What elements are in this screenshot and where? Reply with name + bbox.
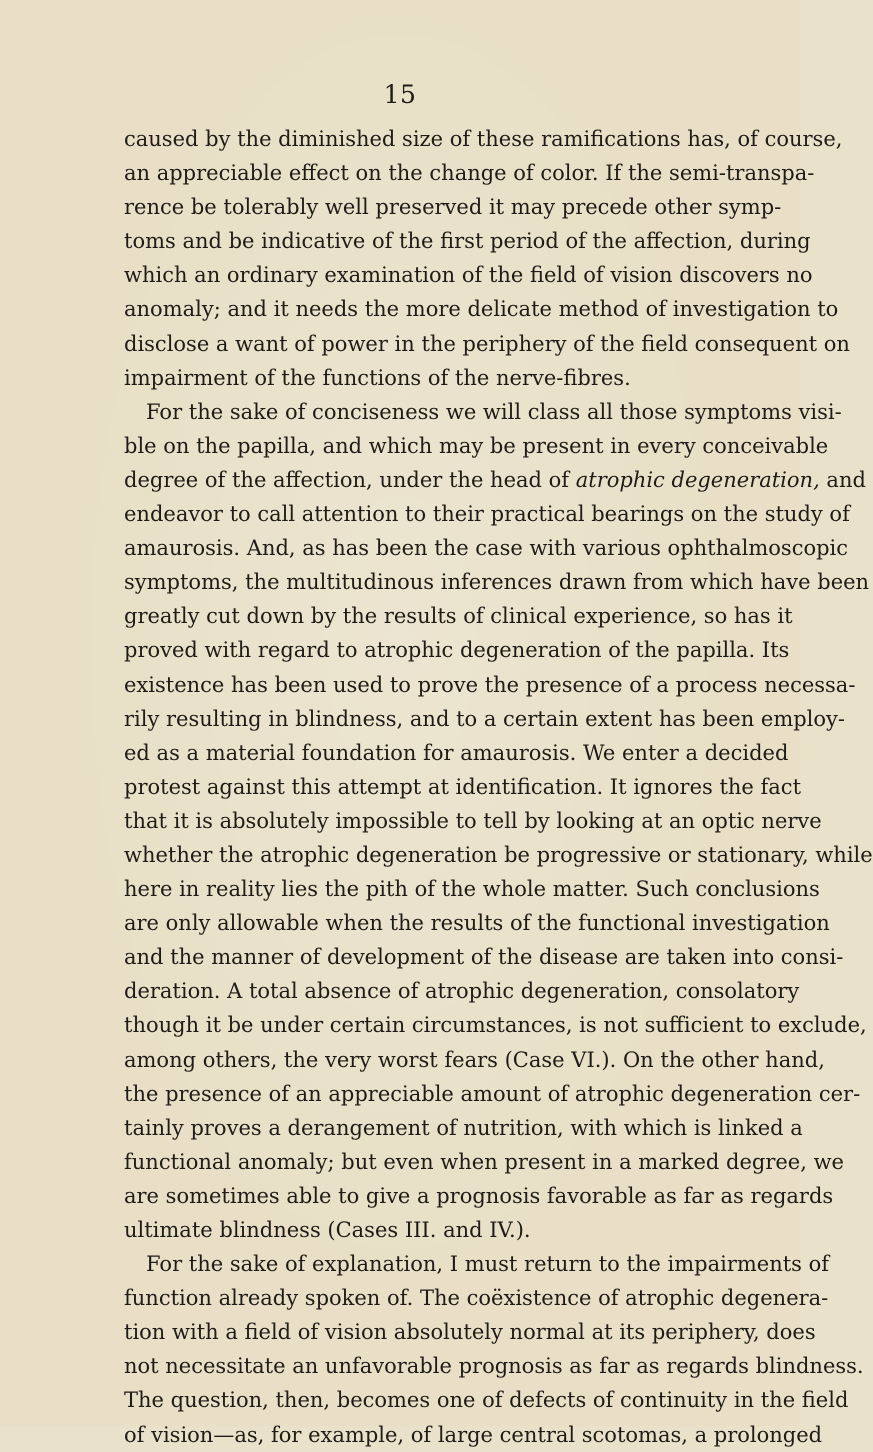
- text-line: The question, then, becomes one of defects of continuity in the field: [124, 1388, 849, 1413]
- text-line: though it be under certain circumstances, is not sufficient to exclude,: [124, 1013, 867, 1038]
- text-line: are sometimes able to give a prognosis favorable as far as regards: [124, 1183, 834, 1208]
- text-line: and the manner of development of the disease are taken into consi-: [124, 945, 844, 970]
- text-line: proved with regard to atrophic degeneration of the papilla. Its: [124, 638, 790, 663]
- text-line-with-italic: [124, 463, 866, 497]
- text-line: an appreciable effect on the change of color. If the semi-transpa-: [124, 161, 815, 186]
- text-line: anomaly; and it needs the more delicate method of investigation to: [124, 297, 839, 322]
- text-line: the presence of an appreciable amount of atrophic degeneration cer-: [124, 1081, 861, 1106]
- text-line: caused by the diminished size of these ramifications has, of course,: [124, 127, 843, 151]
- paragraph-3: [124, 1247, 864, 1452]
- paragraph-1: [124, 122, 850, 395]
- text-line: of vision—as, for example, of large central scotomas, a prolonged: [124, 1422, 823, 1447]
- text-line: function already spoken of. The coëxistence of atrophic degenera-: [124, 1286, 829, 1311]
- text-line: tion with a field of vision absolutely normal at its periphery, does: [124, 1320, 816, 1345]
- text-line: endeavor to call attention to their practical bearings on the study of: [124, 502, 850, 527]
- text-line: existence has been used to prove the presence of a process necessa-: [124, 672, 856, 697]
- text-segment: and: [819, 467, 866, 492]
- text-line: which an ordinary examination of the field of vision discovers no: [124, 263, 813, 288]
- text-line: rence be tolerably well preserved it may precede other symp-: [124, 195, 782, 220]
- text-line: that it is absolutely impossible to tell by looking at an optic nerve: [124, 808, 822, 833]
- text-line: impairment of the functions of the nerve-fibres.: [124, 365, 631, 390]
- text-line: whether the atrophic degeneration be progressive or stationary, while: [124, 842, 873, 867]
- text-segment: degree of the affection, under the head of: [124, 467, 576, 492]
- text-line: symptoms, the multitudinous inferences drawn from which have been: [124, 570, 870, 595]
- text-line: For the sake of conciseness we will class all those symptoms visi-: [146, 399, 842, 424]
- text-line: among others, the very worst fears (Case VI.). On the other hand,: [124, 1047, 825, 1072]
- paragraph-2: [124, 395, 873, 1247]
- text-line: rily resulting in blindness, and to a certain extent has been employ-: [124, 706, 846, 731]
- text-line: are only allowable when the results of the functional investigation: [124, 911, 830, 936]
- page-number: 15: [383, 80, 417, 109]
- text-line: not necessitate an unfavorable prognosis as far as regards blindness.: [124, 1354, 864, 1379]
- italic-term: atrophic degeneration,: [575, 467, 820, 492]
- text-line: For the sake of explanation, I must return to the impairments of: [146, 1252, 830, 1277]
- body-text: [124, 122, 873, 1452]
- text-line: deration. A total absence of atrophic degeneration, consolatory: [124, 979, 800, 1004]
- text-line: toms and be indicative of the first period of the affection, during: [124, 229, 811, 254]
- text-line: here in reality lies the pith of the whole matter. Such conclusions: [124, 877, 820, 902]
- text-line: greatly cut down by the results of clinical experience, so has it: [124, 604, 793, 629]
- text-line: ed as a material foundation for amaurosis. We enter a decided: [124, 740, 789, 765]
- text-line: protest against this attempt at identification. It ignores the fact: [124, 774, 802, 799]
- text-line: tainly proves a derangement of nutrition, with which is linked a: [124, 1115, 803, 1140]
- text-line: amaurosis. And, as has been the case with various ophthalmoscopic: [124, 536, 849, 561]
- text-line: functional anomaly; but even when present in a marked degree, we: [124, 1149, 844, 1174]
- text-line: ble on the papilla, and which may be present in every conceivable: [124, 433, 829, 458]
- text-line: disclose a want of power in the periphery of the field consequent on: [124, 331, 850, 356]
- text-line: ultimate blindness (Cases III. and IV.).: [124, 1218, 531, 1242]
